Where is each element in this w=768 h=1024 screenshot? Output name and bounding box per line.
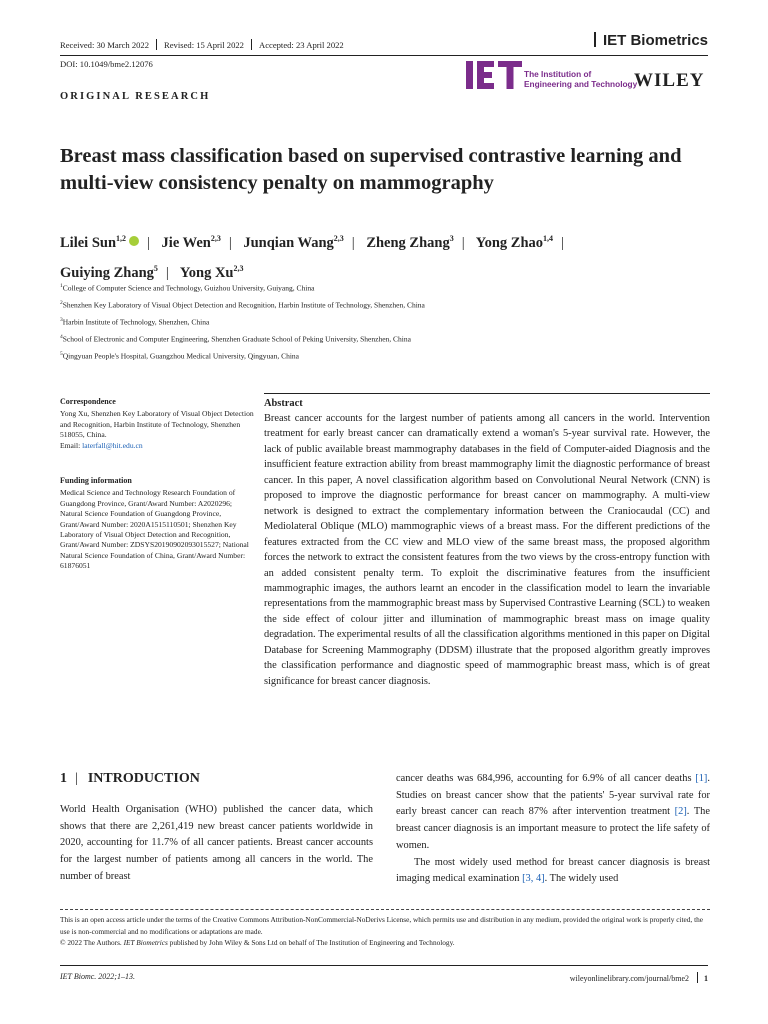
iet-name-line: Engineering and Technology [524,78,638,89]
funding-heading: Funding information [60,476,132,486]
iet-logo [466,61,524,89]
citation-link[interactable]: [3, 4] [522,873,545,885]
author[interactable]: Yong Zhao$^{1,4}$ [475,234,554,251]
license-note [60,914,710,949]
page-number: 1 [704,974,708,983]
sidebar [60,397,256,572]
abstract-heading: Abstract [264,398,303,409]
intro-column-2 [396,771,710,888]
citation-link[interactable]: [1] [695,773,708,784]
intro-column-1 [60,802,373,886]
iet-name [524,70,637,89]
orcid-icon[interactable] [129,236,139,246]
author[interactable]: Junqian Wang$^{2,3}$ [243,234,344,251]
author[interactable]: Guiying Zhang$^5$ [60,263,158,281]
section-number: 1 [60,771,67,786]
footer-right [508,972,708,983]
article-dates [60,39,344,50]
section-tag: ORIGINAL RESEARCH [60,91,211,102]
affiliation: $^4$School of Electronic and Computer Engineering, Shenzhen Graduate School of Peking University, Shenzhen, China [60,334,411,344]
author[interactable]: Jie Wen$^{2,3}$ [161,234,221,251]
section-title: INTRODUCTION [87,771,200,786]
paragraph: cancer deaths was 684,996, accounting for 6.9% of all cancer deaths [1]. Studies on breast cancer show that the patients' 5-year survival rate for early breast cancer can reach 87% after intervention treatment [2]. The breast cancer diagnosis is an important measure to protect the life safety of women. [396,773,710,851]
paper-title: Breast mass classification based on supervised contrastive learning and multi-view consistency penalty on mammography [60,145,682,194]
author[interactable]: Lilei Sun$^{1,2}$ [60,234,127,251]
journal-name[interactable] [588,32,708,49]
divider [697,972,698,983]
author[interactable]: Zheng Zhang$^3$ [366,234,454,251]
footnote-rule [60,909,710,910]
affiliation: $^1$College of Computer Science and Technology, Guizhou University, Guiyang, China [60,283,315,293]
copyright-text: © 2022 The Authors. IET Biometrics published by John Wiley & Sons Ltd on behalf of The Institution of Engineering and Technology. [60,938,455,948]
divider [251,39,252,50]
received-date: Received: 30 March 2022 [60,40,150,50]
author-list: Lilei Sun$^{1,2}$ | Jie Wen$^{2,3}$ | Junqian Wang$^{2,3}$ | Zheng Zhang$^3$ | Yong Zhao$^{1,4}$ | Guiying Zhang$^5$ | Yong Xu$^{2,3}$ [60,234,564,281]
paragraph: The most widely used method for breast cancer diagnosis is breast imaging medical examination [3, 4]. The widely used [396,856,710,885]
correspondence-body: Yong Xu, Shenzhen Key Laboratory of Visual Object Detection and Recognition, Harbin Institute of Technology, Shenzhen 518055, China. Email: laterfall@hit.edu.cn [60,409,254,450]
abstract-rule [264,393,710,394]
paragraph: World Health Organisation (WHO) published the cancer data, which shows that there are 2,261,419 new breast cancer patients worldwide in 2020, accounting for 11.7% of all cancer patients. Breast cancer accounts for the largest number of patients among all cancers in the world. The number of breast [60,804,373,882]
author[interactable]: Yong Xu$^{2,3}$ [179,263,244,281]
journal-name-text: IET Biometrics [602,32,708,49]
abstract [264,396,710,689]
abstract-body: Breast cancer accounts for the largest number of patients among all cancers in the world. Intervention treatment for early breast cancer can dramatically extend a woman's 5-year survival rate. However, the lack of public available breast mammography databases in the field of Computer-aided Diagnosis and the insufficient feature extraction ability from breast mammography limit the diagnostic performance of breast cancer. In this paper, A novel classification algorithm based on Convolutional Neural Network (CNN) is proposed to improve the diagnostic performance for breast cancer on mammography. A multi-view network is designed to extract the complementary information between the Craniocaudal (CC) and Mediolateral Oblique (MLO) mammographic views of a breast mass. For the different predictions of the features extracted from the CC view and MLO view of the same breast mass, the proposed algorithm forces the network to extract the consistent features from the two views by the cross-entropy function with an added consistent penalty term. To exploit the discriminative features from the insufficient mammographic images, the authors learnt an encoder in the classification model to learn the invariable representations from the mammographic breast mass by Supervised Contrastive Learning (SCL) to weaken the side effect of colour jitter and illumination of mammographic breast mass on image quality degradation. The experimental results of all the classification algorithms mentioned in this paper on Digital Database for Screening Mammography (DDSM) illustrate that the proposed algorithm greatly improves the classification performance and diagnostic speed of mammographic breast mass, which is of great significance for breast cancer diagnosis. [264,413,710,687]
affiliation: $^2$Shenzhen Key Laboratory of Visual Object Detection and Recognition, Harbin Institute of Technology, Shenzhen, China [60,300,425,310]
citation-link[interactable]: [2] [674,806,687,818]
intro-heading: 1 | INTRODUCTION [60,771,200,786]
revised-date: Revised: 15 April 2022 [164,40,244,50]
header-rule [60,55,708,56]
doi[interactable]: DOI: 10.1049/bme2.12076 [60,59,153,69]
email-link[interactable]: laterfall@hit.edu.cn [82,440,143,450]
wiley-logo: WILEY [634,70,705,91]
iet-name-line: The Institution of [524,69,592,79]
journal-url[interactable]: wileyonlinelibrary.com/journal/bme2 [569,974,689,983]
license-text: This is an open access article under the terms of the Creative Commons Attribution-NonCommercial-NoDerivs License, which permits use and distribution in any medium, provided the original work is properly cited, the use is non-commercial and no modifications or adaptations are made. [60,915,703,936]
funding-body: Medical Science and Technology Research Foundation of Guangdong Province, Grant/Award Number: A2020296; Natural Science Foundation of Guangdong Province, Grant/Award Number: 2020A1515110501; Shenzhen Key Laboratory of Visual Object Detection and Recognition, Grant/Award Number: ZDSYS20190902093015527; National Natural Science Foundation of China, Grant/Award Number: 61876051 [60,488,249,571]
divider [156,39,157,50]
accepted-date: Accepted: 23 April 2022 [258,40,344,50]
footer-rule [60,965,708,966]
affiliation: $^5$Qingyuan People's Hospital, Guangzhou Medical University, Qingyuan, China [60,351,299,361]
divider [594,32,596,47]
affiliations [60,282,720,367]
affiliation: $^3$Harbin Institute of Technology, Shenzhen, China [60,317,210,327]
correspondence-heading: Correspondence [60,397,116,406]
citation-line: IET Biomc. 2022;1–13. [60,972,135,981]
